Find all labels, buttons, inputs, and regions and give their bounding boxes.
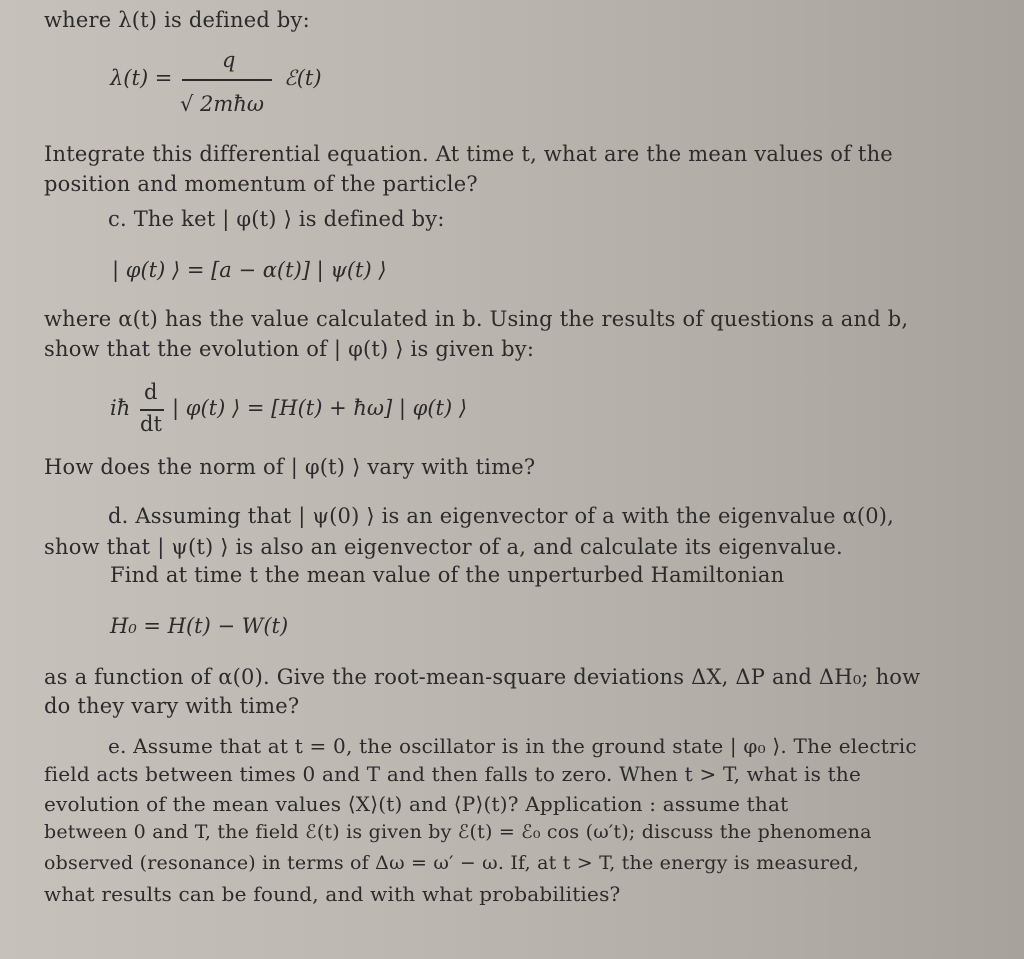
text-line: Find at time t the mean value of the unperturbed Hamiltonian [110,563,785,587]
equation-evolution-rhs: | φ(t) ⟩ = [H(t) + ħω] | φ(t) ⟩ [172,396,468,420]
text-line: do they vary with time? [44,694,300,718]
equation-lambda-lhs: λ(t) = [110,66,173,90]
fraction-bar [140,409,164,411]
derivative-denominator: dt [140,412,162,436]
text-line: c. The ket | φ(t) ⟩ is defined by: [108,207,445,231]
equation-phi-definition: | φ(t) ⟩ = [a − α(t)] | ψ(t) ⟩ [112,258,387,282]
text-line: observed (resonance) in terms of Δω = ω′ − ω. If, at t > T, the energy is measured, [44,852,860,874]
equation-lambda-rhs: ℰ(t) [284,66,322,90]
text-line: show that the evolution of | φ(t) ⟩ is given by: [44,337,535,361]
text-line: where α(t) has the value calculated in b. Using the results of questions a and b, [44,307,909,331]
equation-lambda-denominator: √ 2mħω [180,92,264,116]
text-line: as a function of α(0). Give the root-mean-square deviations ΔX, ΔP and ΔH₀; how [44,665,921,689]
equation-lambda-numerator: q [222,48,236,72]
text-line: e. Assume that at t = 0, the oscillator is in the ground state | φ₀ ⟩. The electric [108,734,917,758]
text-line: position and momentum of the particle? [44,172,478,196]
derivative-numerator: d [144,380,158,404]
text-line: Integrate this differential equation. At time t, what are the mean values of the [44,142,893,166]
fraction-bar [182,79,272,81]
text-line: d. Assuming that | ψ(0) ⟩ is an eigenvector of a with the eigenvalue α(0), [108,504,895,528]
text-line: show that | ψ(t) ⟩ is also an eigenvector of a, and calculate its eigenvalue. [44,535,843,559]
text-line: field acts between times 0 and T and then falls to zero. When t > T, what is the [44,762,861,786]
text-line: what results can be found, and with what probabilities? [44,882,621,906]
text-line: between 0 and T, the field ℰ(t) is given by ℰ(t) = ℰ₀ cos (ω′t); discuss the phenomena [44,821,872,843]
text-line: where λ(t) is defined by: [44,8,310,32]
text-line: evolution of the mean values ⟨X⟩(t) and ⟨P⟩(t)? Application : assume that [44,792,789,816]
equation-h0: H₀ = H(t) − W(t) [110,614,289,638]
text-line: How does the norm of | φ(t) ⟩ vary with time? [44,455,536,479]
equation-evolution-prefix: iħ [110,396,131,420]
